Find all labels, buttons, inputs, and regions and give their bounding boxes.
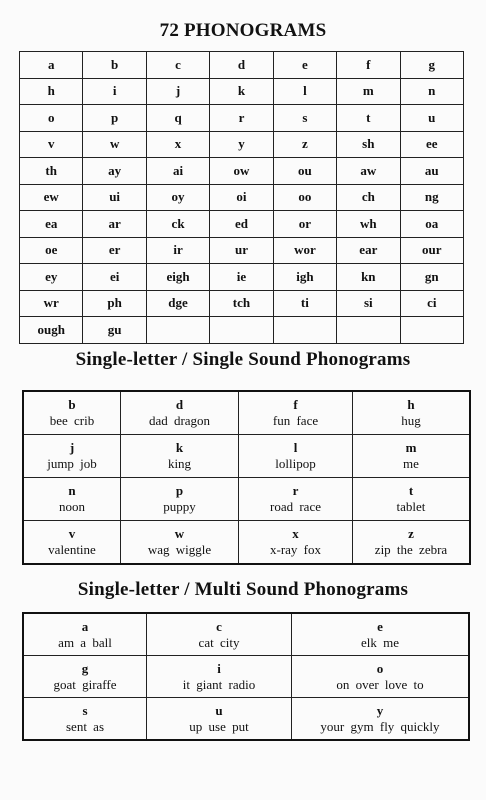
example-cell xyxy=(23,435,121,478)
phonogram-cell: ng xyxy=(400,184,463,211)
example-words: noon xyxy=(59,499,85,514)
phonogram-cell: oi xyxy=(210,184,273,211)
phonogram-cell: k xyxy=(210,78,273,105)
phonogram-cell: t xyxy=(337,105,400,132)
phonogram-cell: ir xyxy=(146,237,209,264)
phonogram-cell: ie xyxy=(210,264,273,291)
example-cell xyxy=(292,656,470,698)
example-cell xyxy=(23,656,147,698)
phonogram-letter: e xyxy=(377,618,383,634)
phonogram-cell: eigh xyxy=(146,264,209,291)
phonogram-cell: u xyxy=(400,105,463,132)
example-words: cat city xyxy=(198,634,240,650)
example-row xyxy=(23,521,470,565)
example-words: bee crib xyxy=(49,413,95,428)
example-cell xyxy=(147,613,292,656)
phonogram-cell: g xyxy=(400,52,463,79)
example-words: wag wiggle xyxy=(147,542,212,557)
example-cell xyxy=(353,521,471,565)
phonogram-cell: ee xyxy=(400,131,463,158)
example-words: on over love to xyxy=(336,676,424,692)
phonogram-cell: i xyxy=(83,78,146,105)
phonogram-cell: f xyxy=(337,52,400,79)
phonogram-cell xyxy=(400,317,463,344)
phonogram-cell: l xyxy=(273,78,336,105)
example-row xyxy=(23,391,470,435)
phonogram-cell xyxy=(210,317,273,344)
phonogram-letter: s xyxy=(82,702,88,718)
phonogram-cell xyxy=(273,317,336,344)
phonogram-cell: d xyxy=(210,52,273,79)
example-cell xyxy=(239,521,353,565)
phonogram-cell: ough xyxy=(20,317,83,344)
example-words: up use put xyxy=(189,718,249,734)
phonogram-letter: m xyxy=(405,440,417,455)
phonogram-cell: oe xyxy=(20,237,83,264)
phonogram-cell: c xyxy=(146,52,209,79)
example-row xyxy=(23,656,469,698)
phonogram-letter: t xyxy=(408,483,414,498)
main-title: 72 PHONOGRAMS xyxy=(159,20,327,41)
single-sound-title: Single-letter / Single Sound Phonograms xyxy=(75,349,411,370)
phonogram-cell: igh xyxy=(273,264,336,291)
example-cell xyxy=(353,478,471,521)
phonogram-letter: x xyxy=(292,526,299,541)
phonogram-row xyxy=(20,264,464,291)
phonogram-letter: f xyxy=(293,397,298,412)
phonogram-row xyxy=(20,52,464,79)
phonogram-cell: x xyxy=(146,131,209,158)
phonogram-letter: r xyxy=(292,483,299,498)
phonogram-cell: or xyxy=(273,211,336,238)
example-words: king xyxy=(167,456,192,471)
phonogram-row xyxy=(20,78,464,105)
example-words: fun face xyxy=(272,413,319,428)
phonogram-cell: ew xyxy=(20,184,83,211)
example-cell xyxy=(239,391,353,435)
phonogram-cell: m xyxy=(337,78,400,105)
example-words: your gym fly quickly xyxy=(320,718,440,734)
phonogram-cell: ei xyxy=(83,264,146,291)
example-row xyxy=(23,698,469,741)
phonogram-letter: l xyxy=(293,440,298,455)
example-cell xyxy=(147,656,292,698)
phonogram-row xyxy=(20,290,464,317)
phonogram-cell: ci xyxy=(400,290,463,317)
phonogram-cell: our xyxy=(400,237,463,264)
phonogram-row xyxy=(20,131,464,158)
phonogram-cell: gu xyxy=(83,317,146,344)
phonogram-row xyxy=(20,105,464,132)
example-words: valentine xyxy=(48,542,96,557)
phonogram-letter: b xyxy=(68,397,76,412)
example-words: dad dragon xyxy=(148,413,211,428)
example-words: x-ray fox xyxy=(269,542,321,557)
example-cell xyxy=(292,613,470,656)
example-words: tablet xyxy=(396,499,426,514)
example-cell xyxy=(121,478,239,521)
phonogram-cell: a xyxy=(20,52,83,79)
example-words: lollipop xyxy=(275,456,316,471)
phonogram-cell: w xyxy=(83,131,146,158)
phonogram-letter: a xyxy=(81,618,89,634)
example-words: elk me xyxy=(360,634,399,650)
phonogram-letter: h xyxy=(407,397,415,412)
example-cell xyxy=(121,391,239,435)
example-cell xyxy=(239,478,353,521)
phonogram-cell: ai xyxy=(146,158,209,185)
phonogram-cell: si xyxy=(337,290,400,317)
example-words: goat giraffe xyxy=(53,676,117,692)
example-words: puppy xyxy=(163,499,196,514)
phonogram-cell: ed xyxy=(210,211,273,238)
phonogram-cell: ck xyxy=(146,211,209,238)
phonogram-cell: p xyxy=(83,105,146,132)
phonogram-cell: s xyxy=(273,105,336,132)
phonogram-cell: n xyxy=(400,78,463,105)
phonogram-row xyxy=(20,237,464,264)
phonogram-cell: ea xyxy=(20,211,83,238)
phonogram-cell xyxy=(146,317,209,344)
example-words: hug xyxy=(401,413,421,428)
phonogram-row xyxy=(20,211,464,238)
phonogram-letter: g xyxy=(81,660,89,676)
phonogram-cell: ou xyxy=(273,158,336,185)
phonogram-cell: j xyxy=(146,78,209,105)
example-row xyxy=(23,613,469,656)
phonogram-cell: oo xyxy=(273,184,336,211)
phonogram-cell: r xyxy=(210,105,273,132)
example-words: me xyxy=(403,456,419,471)
phonogram-cell xyxy=(337,317,400,344)
multi-sound-table xyxy=(22,612,470,741)
phonogram-letter: p xyxy=(175,483,184,498)
phonogram-cell: e xyxy=(273,52,336,79)
example-words: jump job xyxy=(47,456,97,471)
phonogram-cell: ar xyxy=(83,211,146,238)
phonogram-cell: b xyxy=(83,52,146,79)
example-cell xyxy=(292,698,470,741)
phonogram-letter: k xyxy=(175,440,184,455)
example-words: road race xyxy=(270,499,321,514)
phonogram-cell: gn xyxy=(400,264,463,291)
phonogram-cell: wh xyxy=(337,211,400,238)
phonogram-cell: ch xyxy=(337,184,400,211)
phonogram-row xyxy=(20,184,464,211)
example-cell xyxy=(147,698,292,741)
example-cell xyxy=(23,521,121,565)
phonogram-cell: oy xyxy=(146,184,209,211)
example-cell xyxy=(23,478,121,521)
phonogram-cell: ow xyxy=(210,158,273,185)
example-cell xyxy=(353,435,471,478)
phonogram-cell: h xyxy=(20,78,83,105)
phonogram-cell: y xyxy=(210,131,273,158)
phonogram-cell: o xyxy=(20,105,83,132)
single-sound-table xyxy=(22,390,471,565)
phonogram-cell: q xyxy=(146,105,209,132)
phonogram-cell: oa xyxy=(400,211,463,238)
phonogram-letter: u xyxy=(215,702,223,718)
phonogram-cell: z xyxy=(273,131,336,158)
example-cell xyxy=(121,521,239,565)
example-cell xyxy=(239,435,353,478)
phonogram-letter: d xyxy=(175,397,184,412)
example-cell xyxy=(121,435,239,478)
phonogram-letter: z xyxy=(408,526,414,541)
phonogram-cell: ay xyxy=(83,158,146,185)
example-words: am a ball xyxy=(58,634,112,650)
multi-sound-title: Single-letter / Multi Sound Phonograms xyxy=(77,579,409,600)
phonogram-cell: sh xyxy=(337,131,400,158)
phonogram-cell: ear xyxy=(337,237,400,264)
phonogram-grid xyxy=(19,51,464,344)
phonogram-cell: th xyxy=(20,158,83,185)
phonogram-letter: v xyxy=(68,526,76,541)
example-cell xyxy=(353,391,471,435)
phonogram-letter: c xyxy=(216,618,222,634)
phonogram-cell: wor xyxy=(273,237,336,264)
example-row xyxy=(23,478,470,521)
phonogram-row xyxy=(20,158,464,185)
example-cell xyxy=(23,613,147,656)
phonogram-cell: kn xyxy=(337,264,400,291)
phonogram-cell: ti xyxy=(273,290,336,317)
phonogram-letter: o xyxy=(376,660,384,676)
phonogram-letter: n xyxy=(68,483,76,498)
phonogram-letter: j xyxy=(69,440,75,455)
phonogram-cell: au xyxy=(400,158,463,185)
phonogram-cell: aw xyxy=(337,158,400,185)
example-words: it giant radio xyxy=(182,676,256,692)
example-row xyxy=(23,435,470,478)
example-cell xyxy=(23,391,121,435)
example-words: sent as xyxy=(65,718,105,734)
phonogram-cell: er xyxy=(83,237,146,264)
phonogram-cell: dge xyxy=(146,290,209,317)
phonogram-letter: y xyxy=(376,702,384,718)
example-cell xyxy=(23,698,147,741)
example-words: zip the zebra xyxy=(374,542,448,557)
phonogram-cell: wr xyxy=(20,290,83,317)
phonogram-letter: w xyxy=(174,526,185,541)
phonogram-cell: ph xyxy=(83,290,146,317)
phonogram-cell: tch xyxy=(210,290,273,317)
phonogram-row xyxy=(20,317,464,344)
phonogram-cell: v xyxy=(20,131,83,158)
phonogram-cell: ey xyxy=(20,264,83,291)
phonogram-letter: i xyxy=(217,660,221,676)
phonogram-cell: ur xyxy=(210,237,273,264)
phonogram-cell: ui xyxy=(83,184,146,211)
